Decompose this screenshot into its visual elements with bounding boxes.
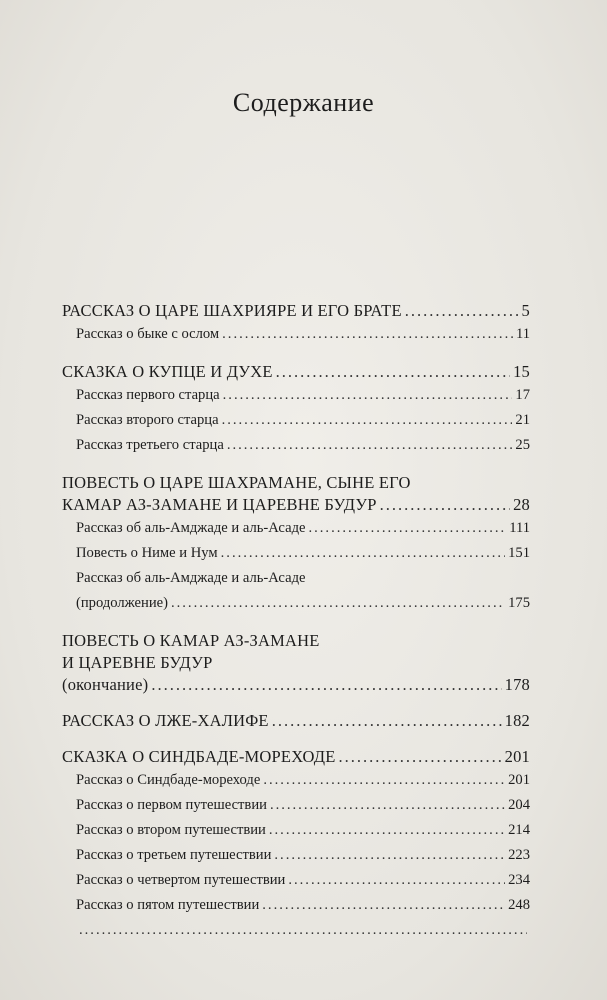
entry-title-line: ПОВЕСТЬ О ЦАРЕ ШАХРАМАНЕ, СЫНЕ ЕГО	[62, 473, 411, 492]
toc-section	[62, 746, 530, 943]
toc-subentry[interactable]	[62, 541, 530, 566]
entry-title: (окончание)	[62, 675, 149, 694]
page-number: 21	[515, 412, 530, 428]
entry-title: Рассказ о третьем путешествии	[76, 847, 272, 863]
toc-entry[interactable]	[62, 361, 530, 383]
toc-entry[interactable]	[62, 746, 530, 768]
toc-subentry[interactable]	[62, 322, 530, 347]
toc-section	[62, 630, 530, 696]
page-number: 248	[508, 897, 530, 913]
toc-subentry[interactable]	[62, 408, 530, 433]
dot-leader	[222, 322, 513, 347]
dot-leader	[263, 768, 505, 793]
entry-title: Рассказ о пятом путешествии	[76, 897, 260, 913]
page-number: 223	[508, 847, 530, 863]
dot-leader	[221, 541, 505, 566]
entry-title: Рассказ о первом путешествии	[76, 797, 267, 813]
table-of-contents	[62, 300, 530, 957]
dot-leader	[171, 591, 505, 616]
toc-subentry[interactable]	[62, 591, 530, 616]
entry-title: РАССКАЗ О ЦАРЕ ШАХРИЯРЕ И ЕГО БРАТЕ	[62, 301, 402, 320]
dot-leader	[276, 361, 510, 383]
toc-subentry[interactable]	[62, 383, 530, 408]
toc-entry[interactable]	[62, 674, 530, 696]
toc-subentry[interactable]	[62, 818, 530, 843]
entry-title: Рассказ об аль-Амджаде и аль-Асаде	[76, 520, 306, 536]
dot-leader	[339, 746, 502, 768]
entry-title: Рассказ о втором путешествии	[76, 822, 266, 838]
dot-leader	[227, 433, 513, 458]
toc-section	[62, 710, 530, 732]
page-number: 178	[504, 675, 530, 694]
dot-leader	[262, 893, 505, 918]
entry-title: Повесть о Ниме и Нум	[76, 545, 218, 561]
dot-leader	[380, 494, 510, 516]
page-number: 111	[509, 520, 530, 536]
entry-title: Рассказ о быке с ослом	[76, 326, 220, 342]
page-title: Содержание	[232, 88, 375, 117]
page-number: 11	[515, 326, 530, 342]
toc-subentry[interactable]	[62, 893, 530, 918]
toc-entry[interactable]	[62, 494, 530, 516]
entry-title-line: И ЦАРЕВНЕ БУДУР	[62, 653, 213, 672]
page-number: 201	[508, 772, 530, 788]
dot-leader	[222, 408, 513, 433]
entry-title: СКАЗКА О СИНДБАДЕ-МОРЕХОДЕ	[62, 747, 336, 766]
page-number: 201	[504, 747, 530, 766]
entry-title: Рассказ второго старца	[76, 412, 219, 428]
toc-subentry[interactable]	[62, 868, 530, 893]
toc-section	[62, 472, 530, 616]
toc-subentry[interactable]	[62, 793, 530, 818]
dot-leader	[270, 793, 505, 818]
toc-subentry[interactable]	[62, 918, 530, 943]
toc-subentry[interactable]	[62, 433, 530, 458]
entry-title: Рассказ о четвертом путешествии	[76, 872, 286, 888]
toc-section	[62, 361, 530, 458]
toc-entry[interactable]	[62, 300, 530, 322]
entry-title: Рассказ первого старца	[76, 387, 220, 403]
entry-title: РАССКАЗ О ЛЖЕ-ХАЛИФЕ	[62, 711, 269, 730]
page-number: 175	[508, 595, 530, 611]
entry-title: КАМАР АЗ-ЗАМАНЕ И ЦАРЕВНЕ БУДУР	[62, 495, 377, 514]
page-number: 214	[508, 822, 530, 838]
dot-leader	[269, 818, 505, 843]
page-number: 15	[513, 362, 530, 381]
dot-leader	[274, 843, 505, 868]
entry-title: (продолжение)	[76, 595, 168, 611]
page-number: 25	[515, 437, 530, 453]
toc-subentry[interactable]	[62, 843, 530, 868]
page-number: 28	[513, 495, 530, 514]
entry-title-line: Рассказ об аль-Амджаде и аль-Асаде	[76, 570, 306, 586]
toc-subentry[interactable]	[62, 768, 530, 793]
page-number: 204	[508, 797, 530, 813]
page-number: 182	[504, 711, 530, 730]
dot-leader	[272, 710, 502, 732]
dot-leader	[405, 300, 519, 322]
page-number: 151	[508, 545, 530, 561]
entry-title: Рассказ третьего старца	[76, 437, 224, 453]
page-number: 5	[521, 301, 530, 320]
dot-leader	[79, 918, 527, 943]
entry-title: Рассказ о Синдбаде-мореходе	[76, 772, 261, 788]
dot-leader	[288, 868, 505, 893]
toc-subentry[interactable]	[62, 516, 530, 541]
toc-section	[62, 300, 530, 347]
page-number: 17	[515, 387, 530, 403]
dot-leader	[151, 674, 501, 696]
dot-leader	[223, 383, 513, 408]
toc-entry[interactable]	[62, 710, 530, 732]
dot-leader	[308, 516, 506, 541]
entry-title-line: ПОВЕСТЬ О КАМАР АЗ-ЗАМАНЕ	[62, 631, 320, 650]
entry-title: СКАЗКА О КУПЦЕ И ДУХЕ	[62, 362, 273, 381]
page-number: 234	[508, 872, 530, 888]
